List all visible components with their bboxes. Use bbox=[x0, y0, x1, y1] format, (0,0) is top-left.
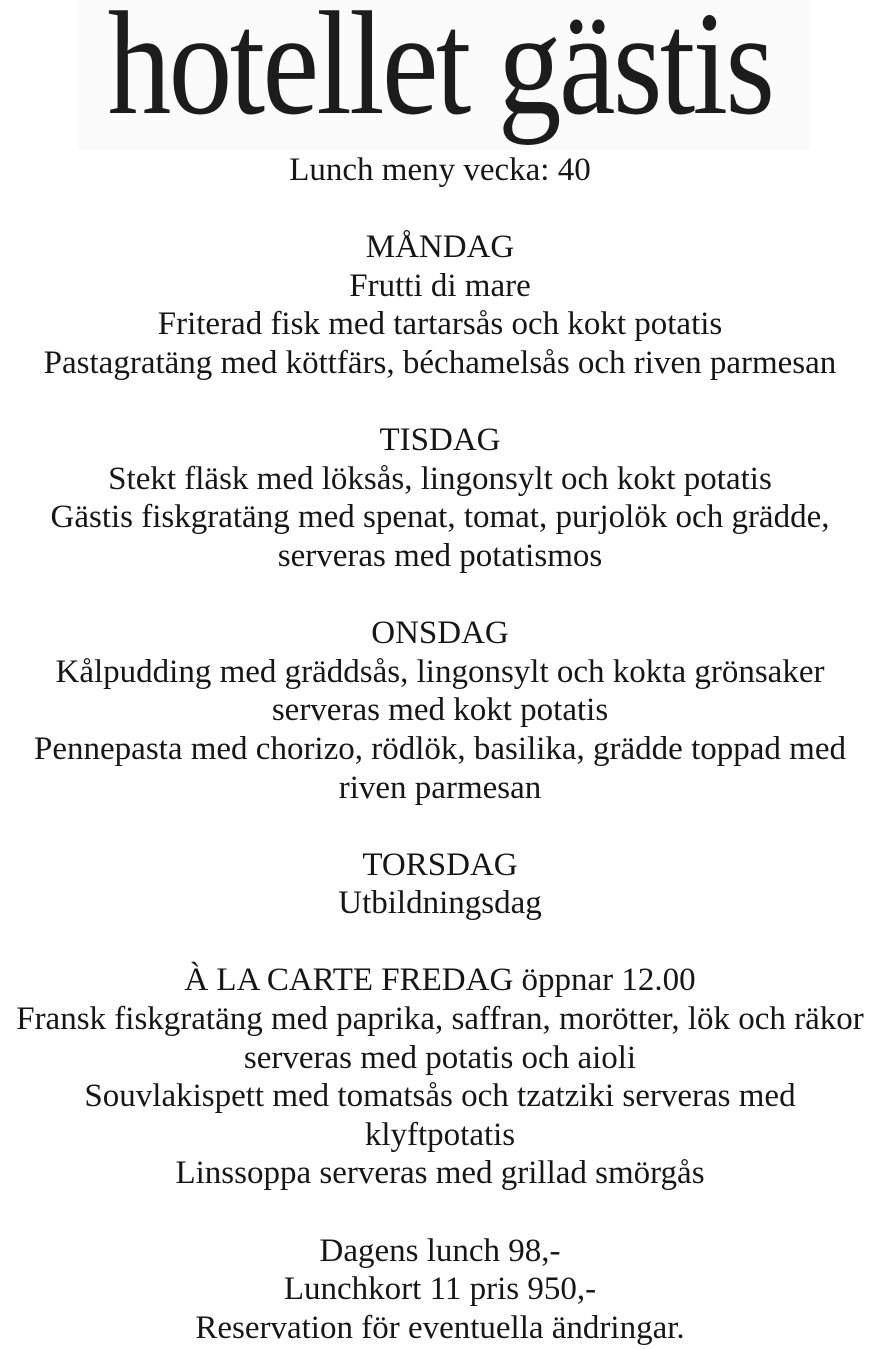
spacer bbox=[0, 190, 880, 229]
day-heading-thursday: TORSDAG bbox=[362, 846, 518, 883]
menu-line: serveras med kokt potatis bbox=[271, 692, 609, 729]
logo bbox=[0, 0, 880, 150]
menu-line: Pennepasta med chorizo, rödlök, basilika, grädde toppad med bbox=[34, 730, 846, 767]
spacer bbox=[0, 383, 880, 422]
menu-line: serveras med potatis och aioli bbox=[243, 1039, 637, 1076]
menu-line: Pastagratäng med köttfärs, béchamelsås och riven parmesan bbox=[43, 344, 837, 381]
menu-title: Lunch meny vecka: 40 bbox=[289, 152, 591, 188]
day-heading-friday-a-la-carte: À LA CARTE FREDAG öppnar 12.00 bbox=[184, 962, 696, 999]
menu-line: Frutti di mare bbox=[349, 267, 531, 304]
menu-line: Linssoppa serveras med grillad smörgås bbox=[175, 1155, 705, 1192]
menu-line: klyftpotatis bbox=[364, 1116, 516, 1153]
menu-line: Stekt fläsk med löksås, lingonsylt och kokt potatis bbox=[108, 460, 772, 497]
menu-line: serveras med potatismos bbox=[277, 537, 603, 574]
menu-body bbox=[0, 150, 880, 1347]
footer-price-lunch-card: Lunchkort 11 pris 950,- bbox=[283, 1271, 597, 1308]
menu-line: Utbildningsdag bbox=[338, 885, 542, 922]
spacer bbox=[0, 1193, 880, 1232]
day-heading-tuesday: TISDAG bbox=[379, 422, 501, 459]
logo-text: hotellet gästis bbox=[107, 0, 773, 146]
spacer bbox=[0, 807, 880, 846]
footer-disclaimer: Reservation för eventuella ändringar. bbox=[195, 1309, 685, 1346]
day-heading-monday: MÅNDAG bbox=[365, 229, 515, 266]
footer-price-daily-lunch: Dagens lunch 98,- bbox=[319, 1232, 561, 1269]
spacer bbox=[0, 923, 880, 962]
spacer bbox=[0, 576, 880, 615]
menu-line: Kålpudding med gräddsås, lingonsylt och kokta grönsaker bbox=[55, 653, 825, 690]
menu-line: riven parmesan bbox=[338, 769, 542, 806]
menu-line: Fransk fiskgratäng med paprika, saffran, morötter, lök och räkor bbox=[16, 1001, 864, 1038]
menu-line: Gästis fiskgratäng med spenat, tomat, purjolök och grädde, bbox=[50, 499, 830, 536]
menu-line: Friterad fisk med tartarsås och kokt potatis bbox=[157, 306, 723, 343]
day-heading-wednesday: ONSDAG bbox=[371, 615, 509, 652]
menu-line: Souvlakispett med tomatsås och tzatziki serveras med bbox=[84, 1078, 796, 1115]
